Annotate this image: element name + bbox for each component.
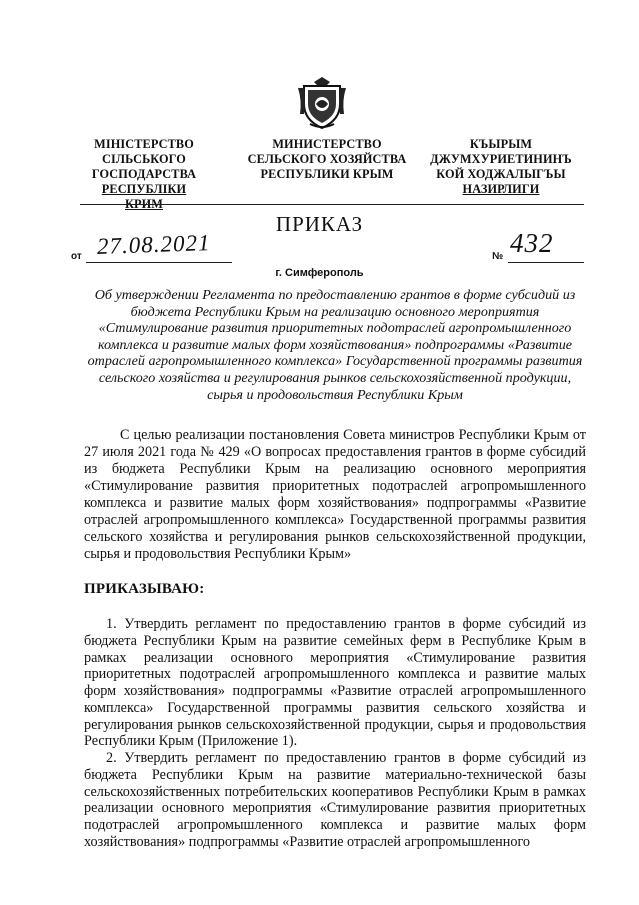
ministry-crh-line-2: ДЖУМХУРИЕТИНИНЪ: [430, 152, 572, 166]
document-date: 27.08.2021: [96, 230, 211, 259]
ministry-ru-line-2: СЕЛЬСКОГО ХОЗЯЙСТВА: [247, 152, 407, 166]
ministry-ua-line-1: МІНІСТЕРСТВО: [94, 137, 194, 151]
order-items: [84, 616, 586, 851]
ministry-crh-line-4: НАЗИРЛИГИ: [462, 182, 540, 196]
ministry-ru-line-3: РЕСПУБЛИКИ КРЫМ: [260, 167, 394, 181]
order-heading: ПРИКАЗЫВАЮ:: [84, 581, 205, 597]
number-prefix: №: [492, 251, 504, 262]
date-underline: [86, 262, 232, 263]
ministry-name-ru: [243, 137, 411, 182]
document-subject: Об утверждении Регламента по предоставлению грантов в форме субсидий из бюджета Республики Крым на реализацию основного мероприятия «Стимулирование развития приоритетных подотраслей агропромышленного комплекса и развитие малых форм хозяйствования» подпрограммы «Развитие отраслей агропромышленного комплекса» Государственной программы развития сельского хозяйства и регулирования рынков сельскохозяйственной продукции, сырья и продовольствия Республики Крым: [87, 287, 583, 403]
ministry-ua-line-3: ГОСПОДАРСТВА: [91, 167, 197, 181]
ministry-crh-line-3: КОЙ ХОДЖАЛЫГЪЫ: [436, 167, 566, 181]
ministry-ua-line-2: СІЛЬСЬКОГО: [102, 152, 186, 166]
ministry-crh-line-1: КЪЫРЫМ: [469, 137, 533, 151]
order-item-1: 1. Утвердить регламент по предоставлению грантов в форме субсидий из бюджета Республики Крым на развитие семейных ферм в Республике Крым в рамках реализации основного мероприятия «Стимулирование развития приоритетных подотраслей агропромышленного комплекса и развитие малых форм хозяйствования» подпрограммы «Развитие отраслей агропромышленного комплекса» Государственной программы развития сельского хозяйства и регулирования рынков сельскохозяйственной продукции, сырья и продовольствия Республики Крым (Приложение 1).: [84, 616, 586, 750]
ministry-name-crh: [427, 137, 575, 197]
ministry-name-ua: [84, 137, 204, 212]
document-preamble: С целью реализации постановления Совета министров Республики Крым от 27 июля 2021 года № 429 «О вопросах предоставления грантов в форме субсидий из бюджета Республики Крым на реализацию основного мероприятия «Стимулирование развития приоритетных подотраслей агропромышленного комплекса и развитие малых форм хозяйствования» подпрограммы «Развитие отраслей агропромышленного комплекса» Государственной программы развития сельского хозяйства и регулирования рынков сельскохозяйственной продукции, сырья и продовольствия Республики Крым»: [84, 427, 586, 562]
document-title: ПРИКАЗ: [275, 212, 364, 236]
document-city: г. Симферополь: [275, 267, 364, 279]
number-underline: [508, 262, 584, 263]
ministry-ua-line-4: РЕСПУБЛІКИ КРИМ: [101, 182, 187, 211]
crimea-coat-of-arms-icon: [296, 74, 348, 130]
document-number: 432: [510, 228, 554, 258]
order-item-2: 2. Утвердить регламент по предоставлению грантов в форме субсидий из бюджета Республики Крым на развитие материально-технической базы сельскохозяйственных потребительских кооперативов Республики Крым в рамках реализации основного мероприятия «Стимулирование развития приоритетных подотраслей агропромышленного комплекса и развитие малых форм хозяйствования» подпрограммы «Развитие отраслей агропромышленного: [84, 750, 586, 850]
date-prefix: от: [71, 251, 82, 262]
header-divider: [80, 204, 584, 205]
ministry-ru-line-1: МИНИСТЕРСТВО: [272, 137, 382, 151]
